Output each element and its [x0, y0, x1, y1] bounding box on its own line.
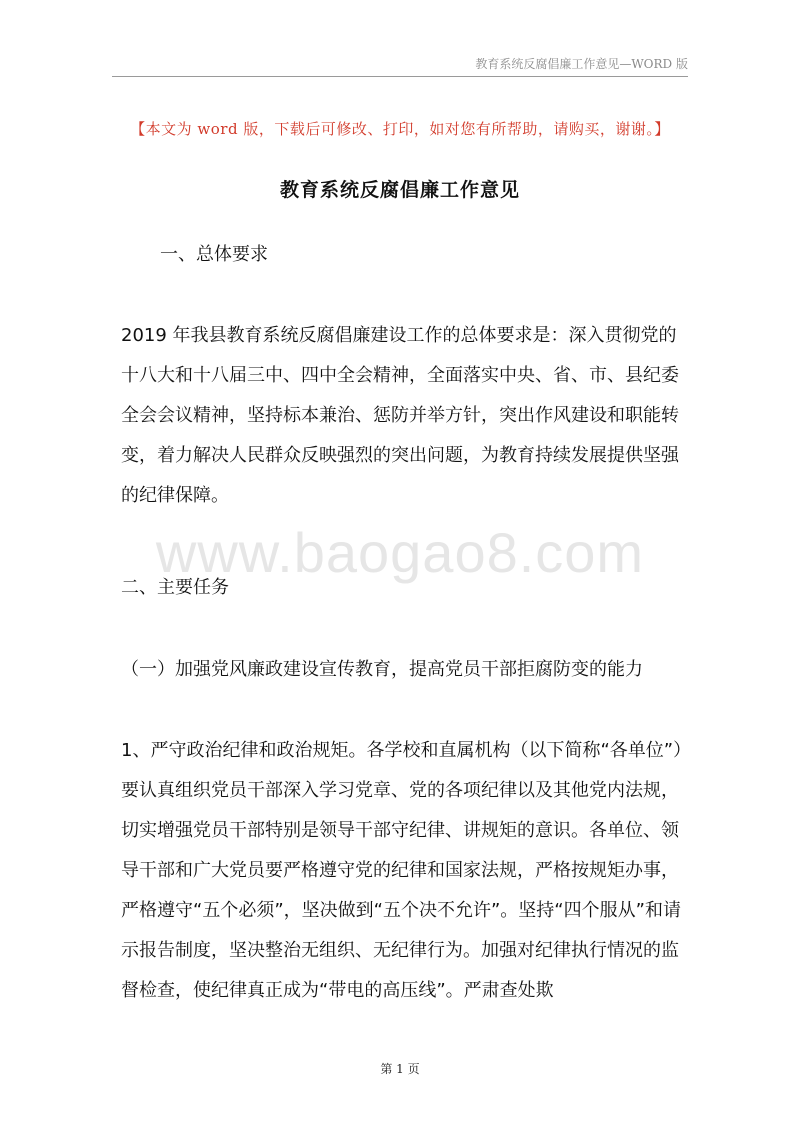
section-1-paragraph: 2019 年我县教育系统反腐倡廉建设工作的总体要求是：深入贯彻党的十八大和十八届三中、四中全会精神，全面落实中央、省、市、县纪委全会会议精神，坚持标本兼治、惩防并举方针，突出作风建设和职能转变，着力解决人民群众反映强烈的突出问题，为教育持续发展提供坚强的纪律保障。: [121, 325, 679, 506]
section-heading-1: 一、总体要求: [160, 244, 268, 265]
download-notice: 【本文为 word 版，下载后可修改、打印，如对您有所帮助，请购买，谢谢。】: [130, 120, 670, 138]
header-divider: [112, 76, 688, 77]
subsection-heading-1: （一）加强党风廉政建设宣传教育，提高党员干部拒腐防变的能力: [121, 659, 643, 680]
document-title: 教育系统反腐倡廉工作意见: [279, 179, 520, 201]
page-number: 第 1 页: [380, 1062, 420, 1076]
section-2-paragraph: 1、严守政治纪律和政治规矩。各学校和直属机构（以下简称“各单位”）要认真组织党员干部深入学习党章、党的各项纪律以及其他党内法规，切实增强党员干部特别是领导干部守纪律、讲规矩的意识。各单位、领导干部和广大党员要严格遵守党的纪律和国家法规，严格按规矩办事，严格遵守“五个必须”，坚决做到“五个决不允许”。坚持“四个服从”和请示报告制度，坚决整治无组织、无纪律行为。加强对纪律执行情况的监督检查，使纪律真正成为“带电的高压线”。严肃查处欺: [121, 740, 683, 1001]
running-header: 教育系统反腐倡廉工作意见—WORD 版: [475, 57, 688, 71]
site-watermark: www.baogao8.com: [155, 521, 645, 584]
section-heading-2: 二、主要任务: [121, 577, 229, 598]
